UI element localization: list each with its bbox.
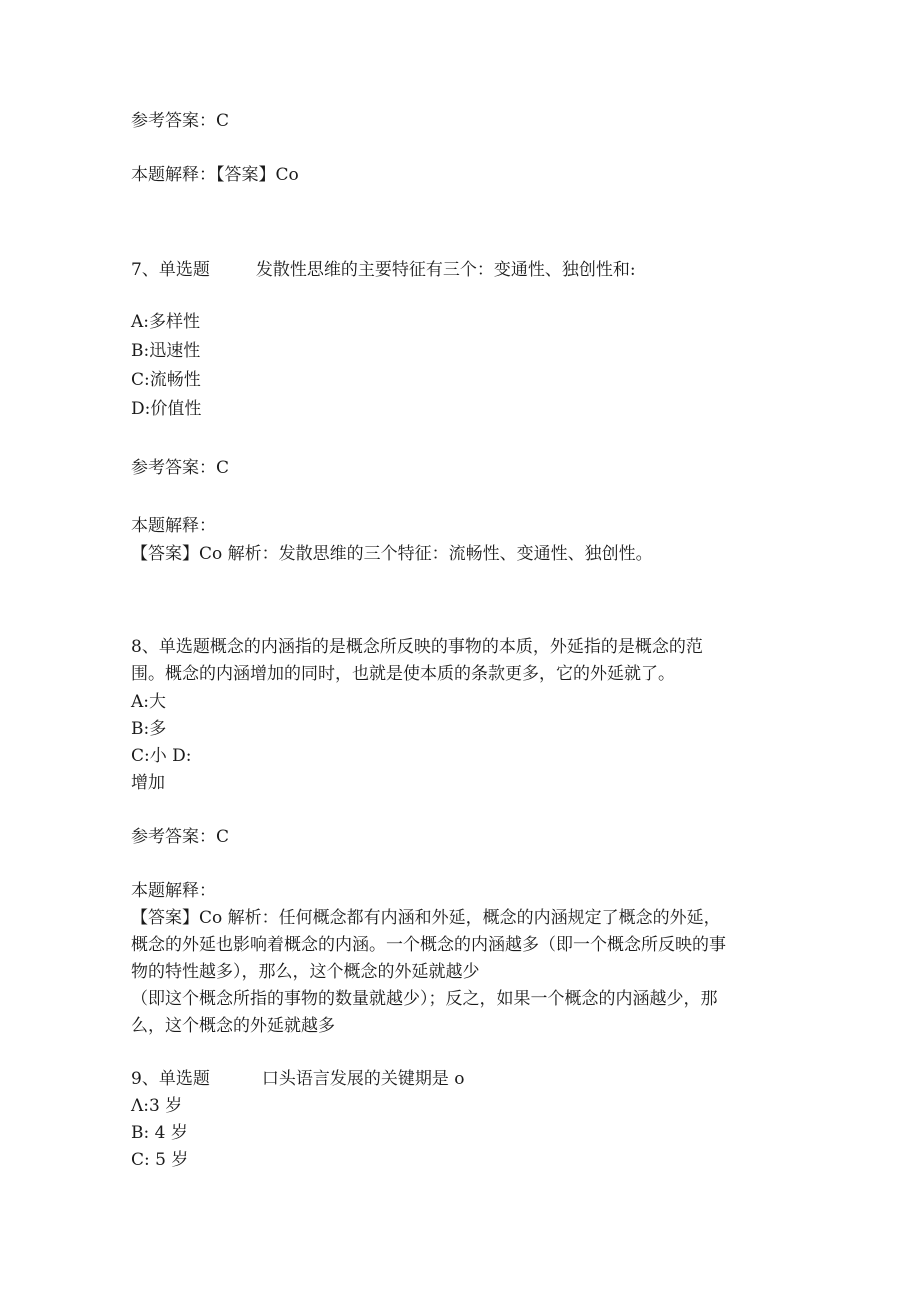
q7-option-a: A:多样性 xyxy=(131,312,201,332)
q8-explanation-line: 么，这个概念的外延就越多 xyxy=(131,1016,335,1036)
q7-header xyxy=(131,262,636,279)
q8-option-d-text: 增加 xyxy=(131,773,165,793)
q8-option-b: B:多 xyxy=(131,719,167,739)
q8-explanation-line: 概念的外延也影响着概念的内涵。一个概念的内涵越多（即一个概念所反映的事 xyxy=(131,935,726,955)
q7-answer: 参考答案：C xyxy=(131,458,230,478)
q7-explanation-label: 本题解释： xyxy=(131,516,216,536)
q9-header xyxy=(131,1071,464,1088)
q8-explanation-label: 本题解释： xyxy=(131,881,216,901)
q6-explanation: 本题解释：【答案】Co xyxy=(131,165,299,185)
q7-stem: 发散性思维的主要特征有三个：变通性、独创性和: xyxy=(255,260,636,280)
q7-option-c: C:流畅性 xyxy=(131,370,201,390)
q8-explanation-line: 物的特性越多），那么，这个概念的外延就越少 xyxy=(131,962,480,982)
q8-stem-line: 8、单选题概念的内涵指的是概念所反映的事物的本质，外延指的是概念的范 xyxy=(131,637,703,657)
q7-explanation-line: 【答案】Co 解析：发散思维的三个特征：流畅性、变通性、独创性。 xyxy=(131,544,653,564)
q9-option-a: Λ:3 岁 xyxy=(131,1096,183,1116)
q9-option-b: B: 4 岁 xyxy=(131,1123,188,1143)
q9-stem: 口头语言发展的关键期是 o xyxy=(261,1069,465,1089)
q6-answer: 参考答案：C xyxy=(131,111,230,131)
q9-option-c: C: 5 岁 xyxy=(131,1150,189,1170)
q8-stem-line: 围。概念的内涵增加的同时，也就是使本质的条款更多，它的外延就了。 xyxy=(131,664,675,684)
q7-option-b: B:迅速性 xyxy=(131,341,201,361)
q8-option-cd: C:小 D: xyxy=(131,746,192,766)
q8-option-a: A:大 xyxy=(131,692,167,712)
q9-number: 9、单选题 xyxy=(131,1069,210,1089)
q7-option-d: D:价值性 xyxy=(131,399,202,419)
q7-number: 7、单选题 xyxy=(131,260,210,280)
q8-answer: 参考答案：C xyxy=(131,827,230,847)
q8-explanation-line: （即这个概念所指的事物的数量就越少）；反之，如果一个概念的内涵越少，那 xyxy=(131,989,718,1009)
q8-explanation-line: 【答案】Co 解析：任何概念都有内涵和外延，概念的内涵规定了概念的外延， xyxy=(131,908,721,928)
